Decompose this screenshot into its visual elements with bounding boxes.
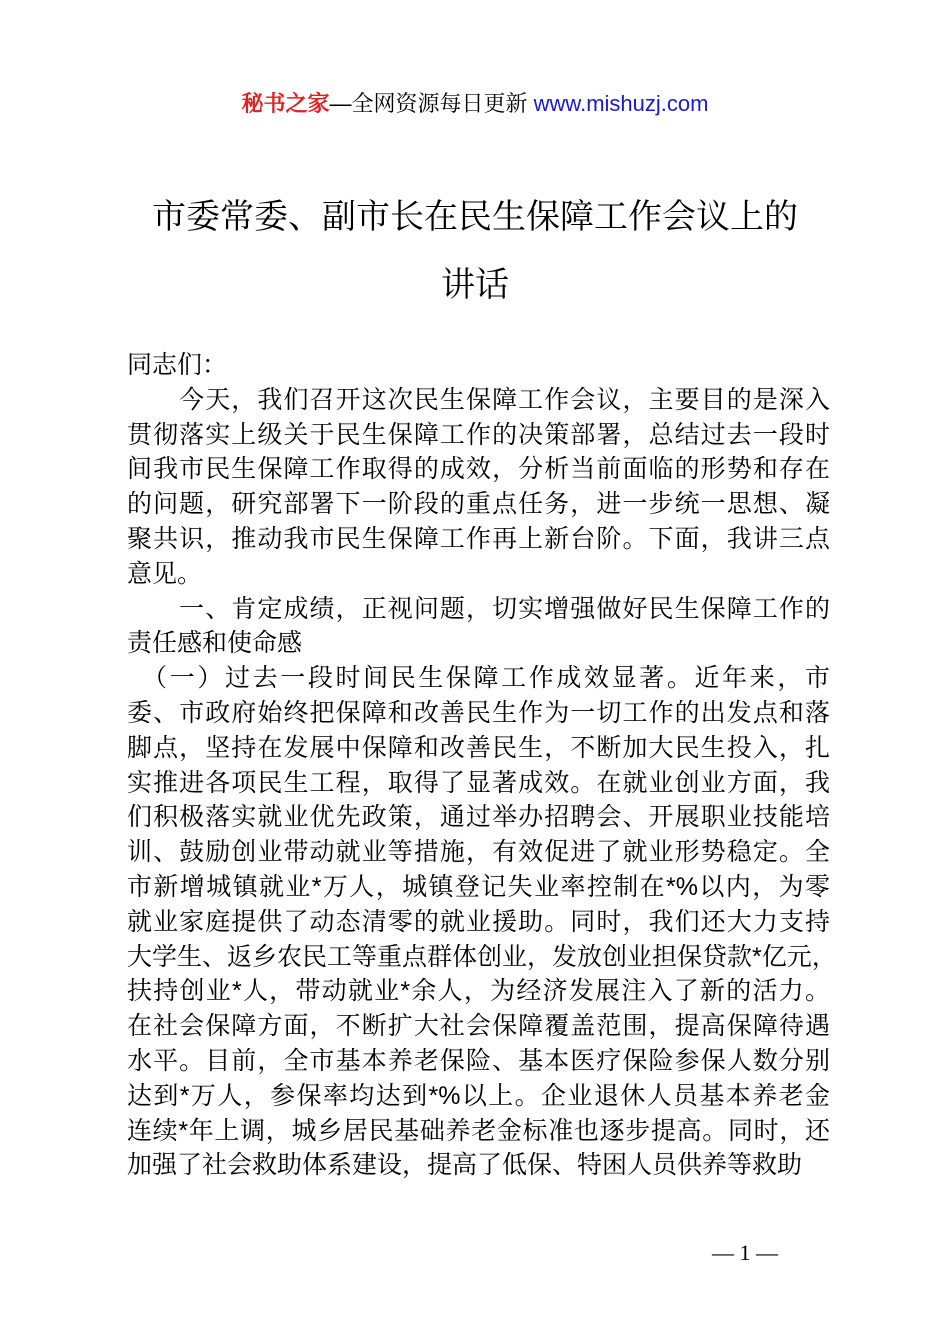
text-line: 一、肯定成绩，正视问题，切实增强做好民生保障工作的 [127, 594, 830, 623]
text-line: 意见。 [127, 559, 203, 588]
text-line: 就业家庭提供了动态清零的就业援助。同时，我们还大力支持 [127, 907, 830, 936]
text-line: 间我市民生保障工作取得的成效，分析当前面临的形势和存在 [127, 455, 830, 484]
brand-name: 秘书之家 [241, 91, 330, 116]
text-line: （一）过去一段时间民生保障工作成效显著。近年来，市 [127, 664, 830, 693]
text-line: 在社会保障方面，不断扩大社会保障覆盖范围，提高保障待遇 [127, 1012, 830, 1041]
title-line-1: 市委常委、副市长在民生保障工作会议上的 [152, 198, 798, 236]
text-line: 实推进各项民生工程，取得了显著成效。在就业创业方面，我 [127, 768, 830, 797]
page-number: — 1 — [712, 1240, 778, 1265]
paragraph [127, 383, 830, 592]
paragraph [127, 661, 837, 1183]
document-body [127, 348, 837, 1183]
text-line: 今天，我们召开这次民生保障工作会议，主要目的是深入 [127, 385, 830, 414]
text-line: 们积极落实就业优先政策，通过举办招聘会、开展职业技能培 [127, 803, 830, 832]
text-line: 训、鼓励创业带动就业等措施，有效促进了就业形势稳定。全 [127, 838, 830, 867]
text-line: 达到*万人，参保率均达到*%以上。企业退休人员基本养老金 [127, 1081, 830, 1110]
text-line: 水平。目前，全市基本养老保险、基本医疗保险参保人数分别 [127, 1046, 830, 1075]
text-line: 市新增城镇就业*万人，城镇登记失业率控制在*%以内，为零 [127, 872, 830, 901]
banner-tagline: —全网资源每日更新 [329, 91, 534, 116]
text-line: 责任感和使命感 [127, 629, 303, 658]
text-line: 的问题，研究部署下一阶段的重点任务，进一步统一思想、凝 [127, 490, 830, 519]
paragraph [127, 592, 830, 662]
site-url-link[interactable]: www.mishuzj.com [533, 91, 709, 116]
text-line: 同志们： [127, 351, 228, 379]
salutation [127, 348, 830, 383]
title-line-2: 讲话 [441, 266, 509, 304]
text-line: 聚共识，推动我市民生保障工作再上新台阶。下面，我讲三点 [127, 524, 830, 553]
document-title [0, 183, 950, 319]
text-line: 委、市政府始终把保障和改善民生作为一切工作的出发点和落 [127, 698, 830, 727]
site-banner [0, 88, 950, 120]
text-line: 扶持创业*人，带动就业*余人，为经济发展注入了新的活力。 [127, 977, 830, 1006]
text-line: 大学生、返乡农民工等重点群体创业，发放创业担保贷款*亿元， [127, 942, 837, 971]
text-line: 连续*年上调，城乡居民基础养老金标准也逐步提高。同时，还 [127, 1116, 830, 1145]
text-line: 脚点，坚持在发展中保障和改善民生，不断加大民生投入，扎 [127, 733, 830, 762]
text-line: 加强了社会救助体系建设，提高了低保、特困人员供养等救助 [127, 1151, 803, 1180]
text-line: 贯彻落实上级关于民生保障工作的决策部署，总结过去一段时 [127, 420, 830, 449]
